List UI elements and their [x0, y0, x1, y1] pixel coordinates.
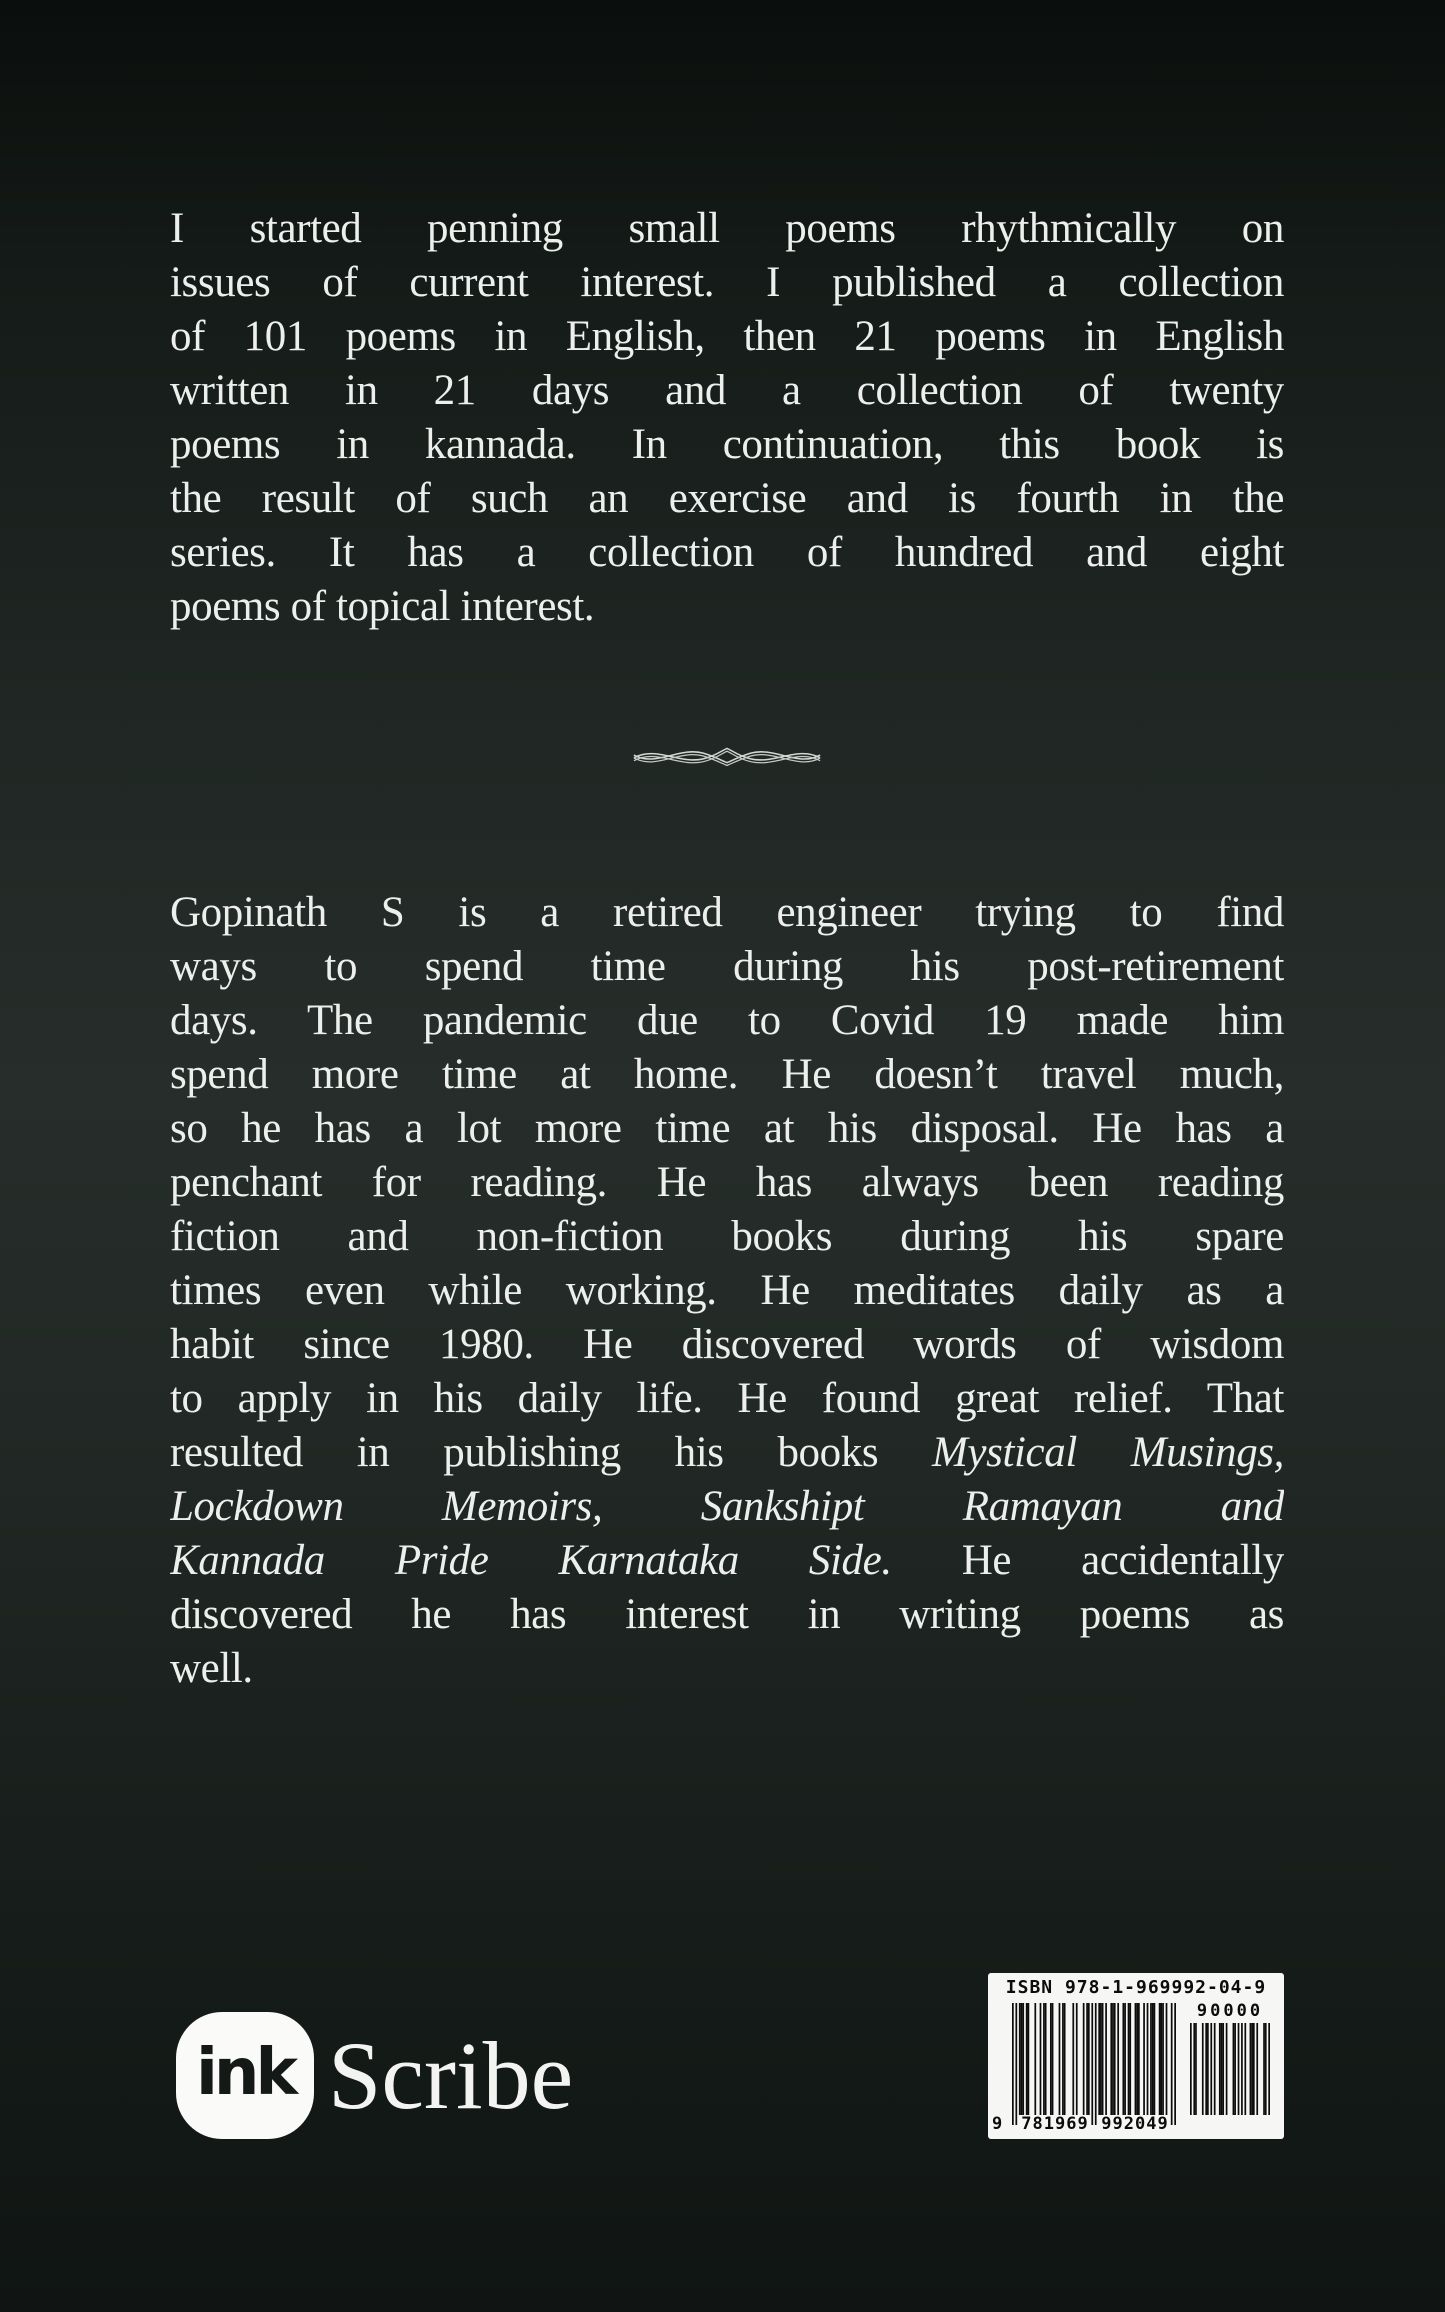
scribe-logo-text: Scribe	[328, 2021, 574, 2129]
book-title-text: Kannada Pride Karnataka Side.	[170, 1537, 892, 1584]
text-line	[170, 580, 1284, 634]
barcode-digit-group: 781969	[1021, 2114, 1089, 2134]
body-text: of 101 poems in English, then 21 poems in English	[170, 313, 1284, 360]
text-line	[170, 1210, 1284, 1264]
text-line	[170, 1102, 1284, 1156]
body-text: He accidentally	[891, 1537, 1284, 1584]
text-line	[170, 1642, 1284, 1696]
text-line	[170, 256, 1284, 310]
body-text: spend more time at home. He doesn’t travel much,	[170, 1051, 1284, 1098]
ink-logo-text: ink	[195, 2035, 295, 2110]
synopsis-paragraph	[170, 202, 1284, 634]
isbn-barcode	[988, 1973, 1284, 2139]
body-text: resulted in publishing his books	[170, 1429, 933, 1476]
text-line	[170, 472, 1284, 526]
barcode-digit-group: 9	[992, 2114, 1003, 2134]
text-line	[170, 940, 1284, 994]
text-line	[170, 1318, 1284, 1372]
flourish-divider-icon	[632, 740, 822, 772]
text-line	[170, 1048, 1284, 1102]
book-title-text: Lockdown Memoirs, Sankshipt Ramayan and	[170, 1483, 1284, 1530]
ink-logo-mark	[176, 2012, 314, 2139]
isbn-number-label: ISBN 978-1-969992-04-9	[1005, 1977, 1267, 1998]
text-line	[170, 1534, 1284, 1588]
barcode-price-code: 90000	[1196, 2001, 1264, 2021]
body-text: ways to spend time during his post-retirement	[170, 943, 1284, 990]
body-text: habit since 1980. He discovered words of wisdom	[170, 1321, 1284, 1368]
text-line	[170, 310, 1284, 364]
ean5-supplement-bars	[1190, 2023, 1270, 2115]
text-line	[170, 1156, 1284, 1210]
text-line	[170, 994, 1284, 1048]
text-line	[170, 526, 1284, 580]
text-line	[170, 1372, 1284, 1426]
text-line	[170, 886, 1284, 940]
text-line	[170, 1264, 1284, 1318]
body-text: penchant for reading. He has always been reading	[170, 1159, 1284, 1206]
text-line	[170, 364, 1284, 418]
body-text: fiction and non-fiction books during his spare	[170, 1213, 1284, 1260]
body-text: poems in kannada. In continuation, this book is	[170, 421, 1284, 468]
body-text: so he has a lot more time at his disposal. He has a	[170, 1105, 1284, 1152]
body-text: poems of topical interest.	[170, 583, 595, 630]
body-text: days. The pandemic due to Covid 19 made him	[170, 997, 1284, 1044]
text-line	[170, 202, 1284, 256]
text-line	[170, 1426, 1284, 1480]
text-line	[170, 418, 1284, 472]
publisher-logo	[176, 2012, 573, 2139]
body-text: I started penning small poems rhythmically on	[170, 205, 1284, 252]
body-text: the result of such an exercise and is fourth in the	[170, 475, 1284, 522]
body-text: written in 21 days and a collection of twenty	[170, 367, 1284, 414]
book-title-text: Mystical Musings,	[932, 1429, 1284, 1476]
ean13-barcode-bars	[1012, 2003, 1176, 2125]
body-text: well.	[170, 1645, 253, 1692]
body-text: issues of current interest. I published a collection	[170, 259, 1284, 306]
author-bio-paragraph	[170, 886, 1284, 1696]
body-text: series. It has a collection of hundred and eight	[170, 529, 1284, 576]
text-line	[170, 1588, 1284, 1642]
body-text: times even while working. He meditates daily as a	[170, 1267, 1284, 1314]
body-text: Gopinath S is a retired engineer trying to find	[170, 889, 1284, 936]
body-text: to apply in his daily life. He found great relief. That	[170, 1375, 1284, 1422]
barcode-digit-group: 992049	[1101, 2114, 1169, 2134]
text-line	[170, 1480, 1284, 1534]
body-text: discovered he has interest in writing poems as	[170, 1591, 1284, 1638]
